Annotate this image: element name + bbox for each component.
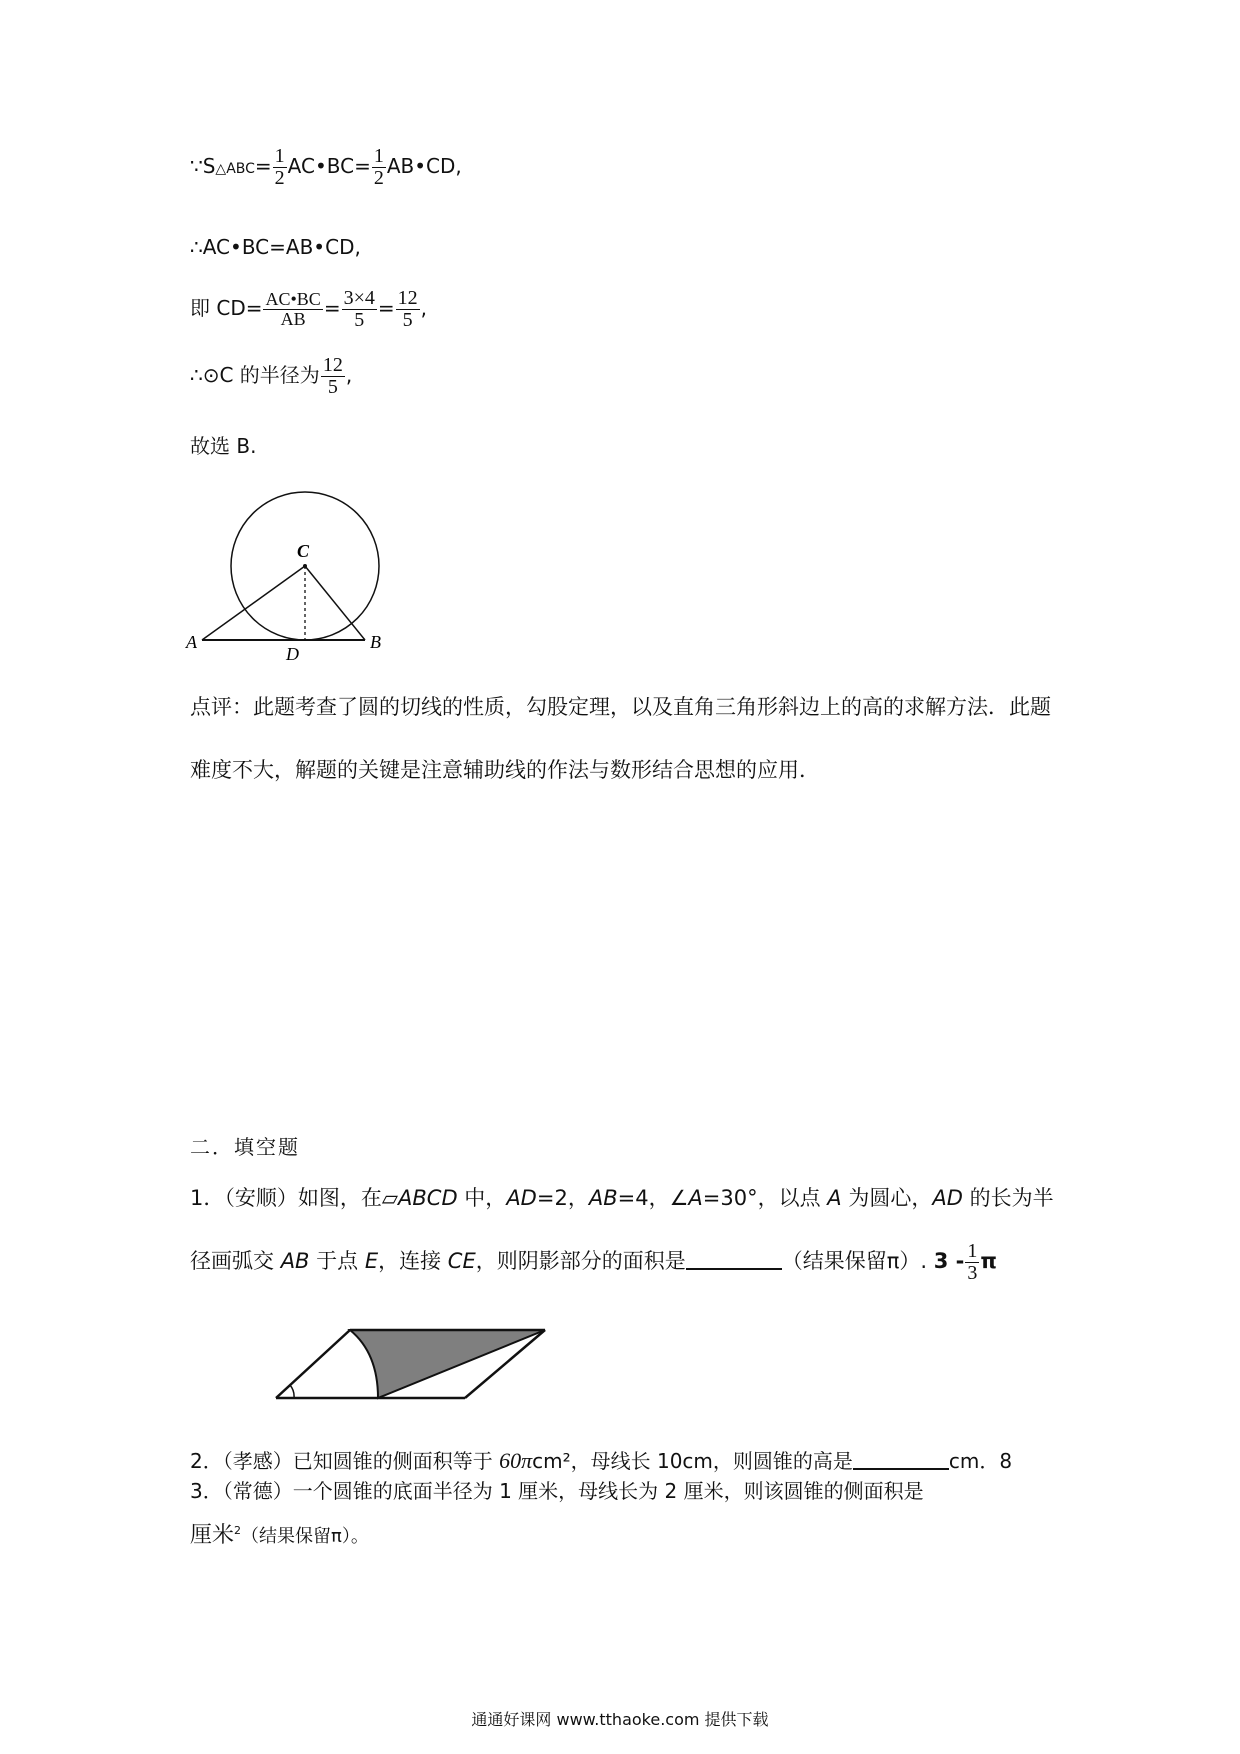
question-1: 1．（安顺）如图，在▱ABCD 中，AD=2，AB=4，∠A=30°，以点 A 为圆心，AD 的长为半径画弧交 AB 于点 E，连接 CE，则阴影部分的面积是 （结果保留π）. 3 - $\frac{1}{3}$ π [190,1186,1054,1284]
figure-circle-triangle [180,480,400,660]
answer-fraction: $\frac{1}{3}$ [967,1239,978,1284]
side-ad [276,1330,350,1398]
question-3-line-2: 厘米$^2$（结果保留π）。 [190,1523,369,1548]
section-heading: 二．填空题 [190,1135,300,1159]
question-3-line-1: 3．（常德）一个圆锥的底面半径为 1 厘米，母线长为 2 厘米，则该圆锥的侧面积是 [190,1479,924,1503]
fraction-radius: $\frac{12}{5}$ [322,354,343,398]
fraction-cd: $\frac{AC•BC}{AB}$ [265,289,321,329]
answer-blank-1[interactable] [686,1248,782,1270]
fraction-12-5: $\frac{12}{5}$ [397,287,418,331]
solution-line-4: ∴⊙C 的半径为 $\frac{12}{5}$ , [190,354,353,398]
footer-text: 通通好课网 www.tthaoke.com 提供下载 [471,1710,769,1729]
segment-ac [202,566,305,640]
label-b: B [370,632,381,652]
segment-bc [305,566,365,640]
figure-parallelogram [250,1313,580,1423]
solution-line-1: ∵S△ABC= $\frac{1}{2}$ AC•BC= $\frac{1}{2}$ AB•CD, [190,145,462,189]
solution-line-3: 即 CD= $\frac{AC•BC}{AB}$ = $\frac{3\times 4}{5}$ = $\frac{12}{5}$ , [190,287,427,331]
fraction-3x4: $\frac{3\times 4}{5}$ [343,287,375,331]
solution-line-2: ∴AC•BC=AB•CD, [190,235,361,259]
fraction-half-1: $\frac{1}{2}$ [274,145,285,189]
answer-blank-2[interactable] [853,1448,949,1470]
shaded-region [350,1330,545,1398]
question-2: 2．（孝感）已知圆锥的侧面积等于 60πcm²，母线长 10cm，则圆锥的高是 cm．8 [190,1448,1013,1473]
angle-arc [290,1385,294,1398]
label-a: A [186,632,197,652]
label-d: D [286,644,299,660]
label-c: C [297,541,310,561]
comment-paragraph: 点评：此题考查了圆的切线的性质，勾股定理，以及直角三角形斜边上的高的求解方法．此题难度不大，解题的关键是注意辅助线的作法与数形结合思想的应用． [190,695,1051,782]
fraction-half-2: $\frac{1}{2}$ [373,145,384,189]
solution-line-5: 故选 B. [190,434,257,458]
